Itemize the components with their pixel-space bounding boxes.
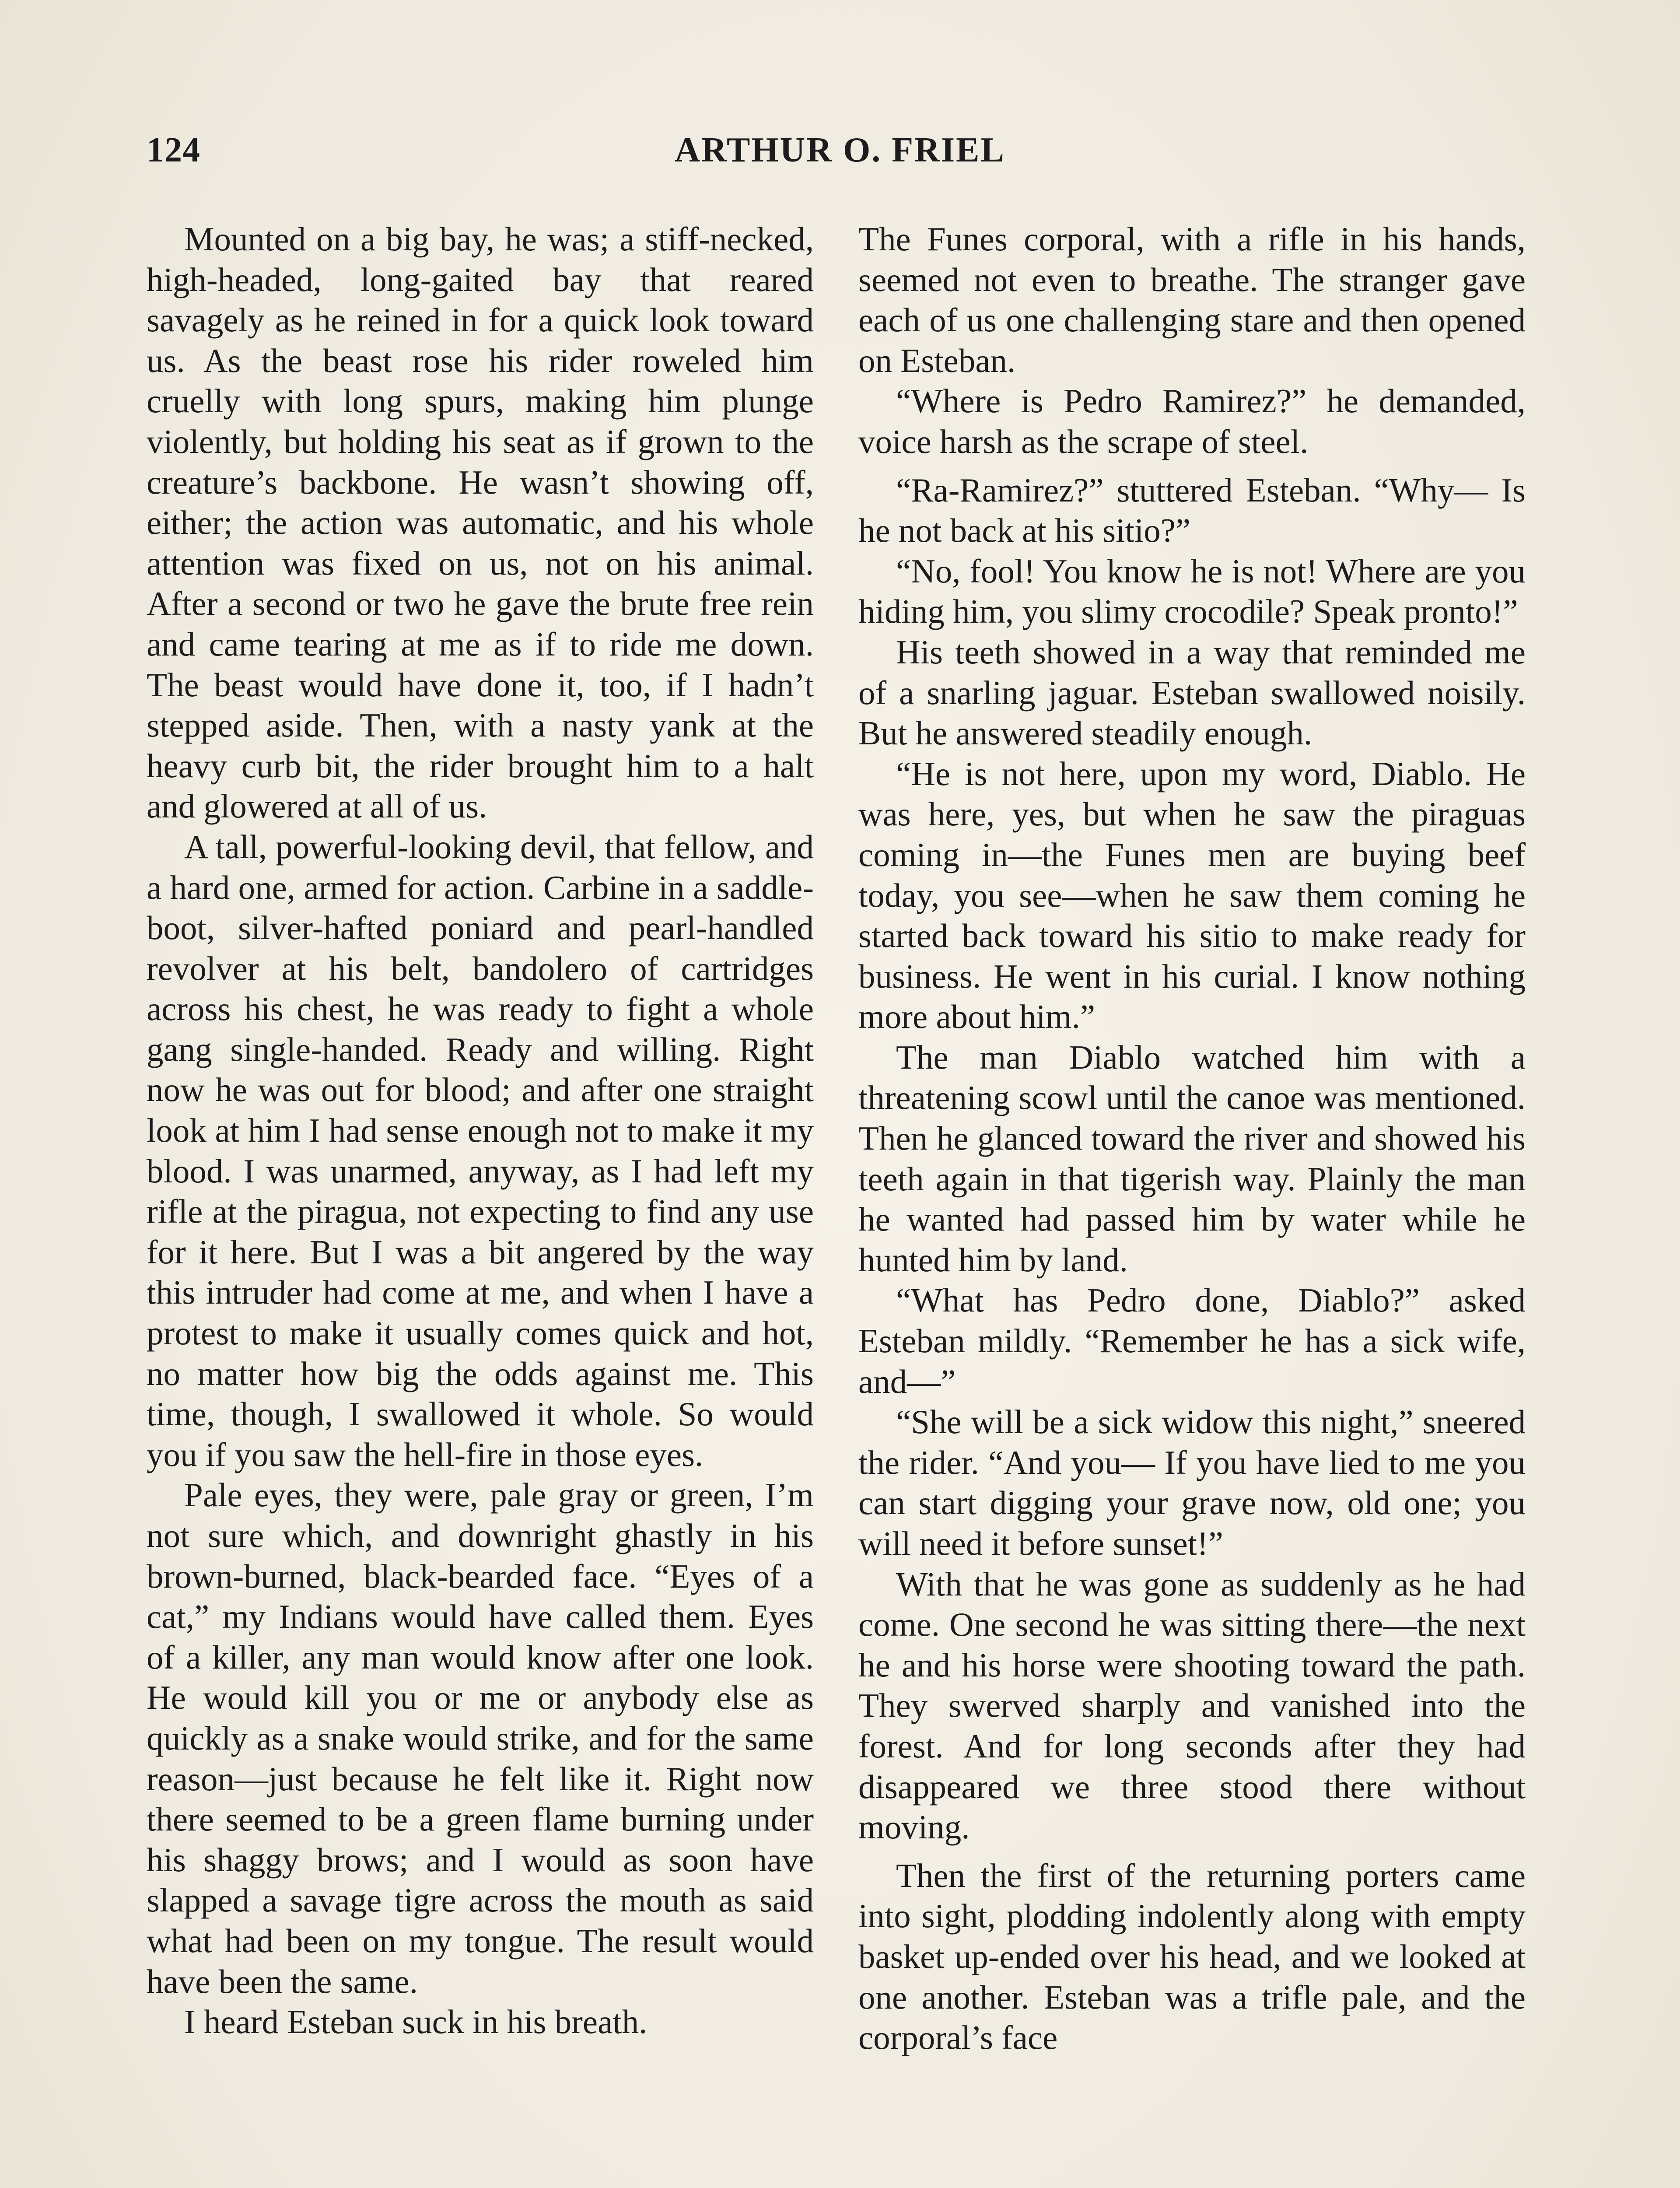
paragraph: “What has Pedro done, Diablo?” asked Esteban mildly. “Remember he has a sick wife, and—” [858, 1281, 1526, 1400]
left-text-column [147, 219, 814, 2042]
paragraph: Then the first of the returning porters came into sight, plodding indolently along with empty basket up-ended over his head, and we looked at one another. Esteban was a trifle pale, and the corporal’s face [858, 1856, 1526, 2057]
paragraph: “She will be a sick widow this night,” sneered the rider. “And you— If you have lied to me you can start digging your grave now, old one; you will need it before sunset!” [858, 1403, 1526, 1562]
paragraph: The man Diablo watched him with a threatening scowl until the canoe was mentioned. Then he glanced toward the river and showed his teeth again in that tigerish way. Plainly the man he wanted had passed him by water while he hunted him by land. [858, 1038, 1526, 1279]
paragraph: “He is not here, upon my word, Diablo. He was here, yes, but when he saw the piraguas coming in—the Funes men are buying beef today, you see—when he saw them coming he started back toward his sitio to make ready for business. He went in his curial. I know nothing more about him.” [858, 754, 1526, 1036]
page-header [147, 130, 1533, 183]
paragraph: Mounted on a big bay, he was; a stiff-necked, high-headed, long-gaited bay that reared savagely as he reined in for a quick look toward us. As the beast rose his rider roweled him cruelly with long spurs, making him plunge violently, but holding his seat as if grown to the creature’s backbone. He wasn’t showing off, either; the action was automatic, and his whole attention was fixed on us, not on his animal. After a second or two he gave the brute free rein and came tearing at me as if to ride me down. The beast would have done it, too, if I hadn’t stepped aside. Then, with a nasty yank at the heavy curb bit, the rider brought him to a halt and glowered at all of us. [147, 220, 814, 825]
paragraph: With that he was gone as suddenly as he had come. One second he was sitting there—the next he and his horse were shooting toward the path. They swerved sharply and vanished into the forest. And for long seconds after they had disappeared we three stood there without moving. [858, 1565, 1526, 1846]
right-text-column [858, 219, 1526, 2058]
running-head: ARTHUR O. FRIEL [675, 131, 1005, 169]
paragraph: A tall, powerful-looking devil, that fellow, and a hard one, armed for action. Carbine in a saddle-boot, silver-hafted poniard and pearl-handled revolver at his belt, bandolero of cartridges across his chest, he was ready to fight a whole gang single-handed. Ready and willing. Right now he was out for blood; and after one straight look at him I had sense enough not to make it my blood. I was unarmed, anyway, as I had left my rifle at the piragua, not expecting to find any use for it here. But I was a bit angered by the way this intruder had come at me, and when I have a protest to make it usually comes quick and hot, no matter how big the odds against me. This time, though, I swallowed it whole. So would you if you saw the hell-fire in those eyes. [147, 828, 814, 1473]
paragraph: Pale eyes, they were, pale gray or green, I’m not sure which, and downright ghastly in his brown-burned, black-bearded face. “Eyes of a cat,” my Indians would have called them. Eyes of a killer, any man would know after one look. He would kill you or me or anybody else as quickly as a snake would strike, and for the same reason—just because he felt like it. Right now there seemed to be a green flame burning under his shaggy brows; and I would as soon have slapped a savage tigre across the mouth as said what had been on my tongue. The result would have been the same. [147, 1476, 814, 2000]
page-number: 124 [147, 131, 200, 169]
paragraph: “No, fool! You know he is not! Where are you hiding him, you slimy crocodile? Speak pronto!” [858, 552, 1526, 631]
continued-paragraph: The Funes corporal, with a rifle in his hands, seemed not even to breathe. The stranger gave each of us one challenging stare and then opened on Esteban. [858, 220, 1526, 379]
paragraph: I heard Esteban suck in his breath. [184, 2003, 648, 2041]
paragraph: “Ra-Ramirez?” stuttered Esteban. “Why— Is he not back at his sitio?” [858, 471, 1526, 550]
paragraph: His teeth showed in a way that reminded me of a snarling jaguar. Esteban swallowed noisily. But he answered steadily enough. [858, 633, 1526, 752]
paragraph: “Where is Pedro Ramirez?” he demanded, voice harsh as the scrape of steel. [858, 382, 1526, 460]
